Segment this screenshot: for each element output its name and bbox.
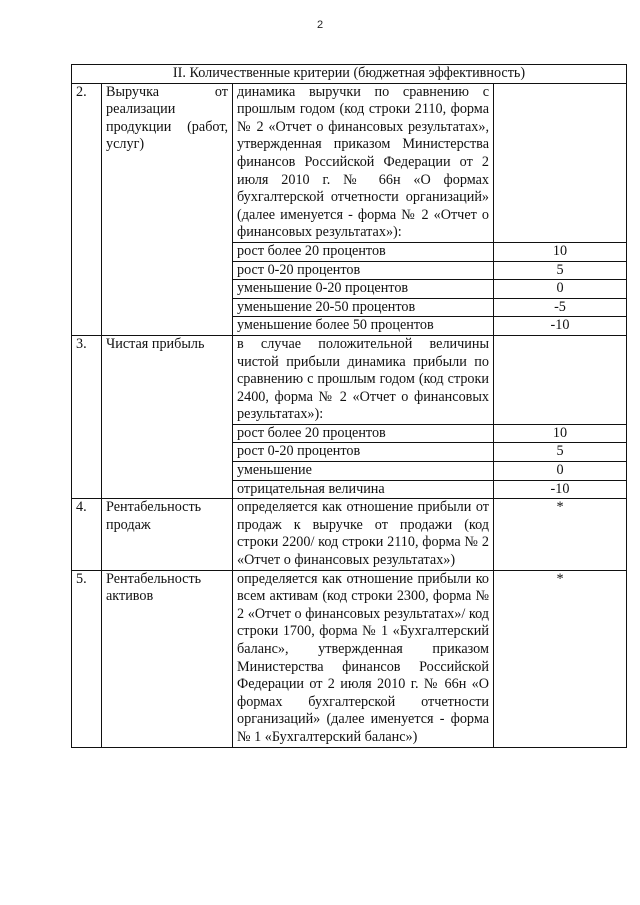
option-label: уменьшение 20-50 процентов xyxy=(233,298,494,317)
table-row xyxy=(72,570,627,747)
criterion-name: Рентабельность продаж xyxy=(102,499,233,570)
table-row xyxy=(72,335,627,424)
score-cell: * xyxy=(494,570,627,747)
score-cell-empty xyxy=(494,83,627,242)
criteria-table xyxy=(71,64,627,748)
criterion-description: в случае положительной величины чистой прибыли динамика прибыли по сравнению с прошлым годом (код строки 2400, форма № 2 «Отчет о финансовых результатах»): xyxy=(233,335,494,424)
row-number: 4. xyxy=(72,499,102,570)
option-label: уменьшение xyxy=(233,462,494,481)
option-label: уменьшение более 50 процентов xyxy=(233,317,494,336)
option-label: рост 0-20 процентов xyxy=(233,261,494,280)
criterion-description: определяется как отношение прибыли от продаж к выручке от продажи (код строки 2200/ код строки 2110, форма № 2 «Отчет о финансовых результатах») xyxy=(233,499,494,570)
page-number: 2 xyxy=(316,19,324,31)
option-label: отрицательная величина xyxy=(233,480,494,499)
option-score: -10 xyxy=(494,317,627,336)
option-score: 10 xyxy=(494,242,627,261)
option-score: 5 xyxy=(494,443,627,462)
option-score: 10 xyxy=(494,424,627,443)
option-label: рост более 20 процентов xyxy=(233,424,494,443)
option-score: 5 xyxy=(494,261,627,280)
row-number: 3. xyxy=(72,335,102,498)
option-label: уменьшение 0-20 процентов xyxy=(233,280,494,299)
option-score: -10 xyxy=(494,480,627,499)
option-score: 0 xyxy=(494,462,627,481)
criterion-name: Выручка от реализации продукции (работ, услуг) xyxy=(102,83,233,335)
option-score: 0 xyxy=(494,280,627,299)
section-title: II. Количественные критерии (бюджетная эффективность) xyxy=(72,65,627,84)
option-label: рост 0-20 процентов xyxy=(233,443,494,462)
score-cell: * xyxy=(494,499,627,570)
row-number: 5. xyxy=(72,570,102,747)
option-score: -5 xyxy=(494,298,627,317)
section-header-row xyxy=(72,65,627,84)
table-row xyxy=(72,83,627,242)
criterion-description: определяется как отношение прибыли ко всем активам (код строки 2300, форма № 2 «Отчет о финансовых результатах»/ код строки 1700, форма № 1 «Бухгалтерский баланс», утвержденная приказом Министерства финансов Российской Федерации от 2 июля 2010 г. № 66н «О формах бухгалтерской отчетности организаций» (далее именуется - форма № 1 «Бухгалтерский баланс») xyxy=(233,570,494,747)
score-cell-empty xyxy=(494,335,627,424)
row-number: 2. xyxy=(72,83,102,335)
criterion-description: динамика выручки по сравнению с прошлым годом (код строки 2110, форма № 2 «Отчет о финансовых результатах», утвержденная приказом Министерства финансов Российской Федерации от 2 июля 2010 г. № 66н «О формах бухгалтерской отчетности организаций» (далее именуется - форма № 2 «Отчет о финансовых результатах»): xyxy=(233,83,494,242)
option-label: рост более 20 процентов xyxy=(233,242,494,261)
criterion-name: Рентабельность активов xyxy=(102,570,233,747)
criterion-name: Чистая прибыль xyxy=(102,335,233,498)
table-row xyxy=(72,499,627,570)
